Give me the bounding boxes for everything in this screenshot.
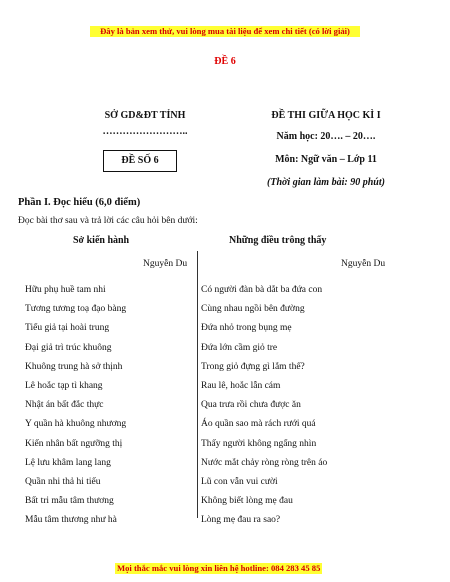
poem-left-line: Bất tri mẫu tâm thương <box>25 496 114 507</box>
poem-right-line: Đứa lớn cầm giỏ tre <box>201 342 278 353</box>
poem-left-line: Quần nhi thả hi tiếu <box>25 477 101 487</box>
column-divider <box>197 251 198 518</box>
subject: Môn: Ngữ văn – Lớp 11 <box>275 154 377 165</box>
poem-left-author: Nguyễn Du <box>143 259 188 269</box>
instruction: Đọc bài thơ sau và trả lời các câu hỏi bên dưới: <box>18 216 198 226</box>
poem-left-line: Lệ lưu khâm lang lang <box>25 457 111 468</box>
poem-right-line: Qua trưa rồi chưa được ăn <box>201 400 301 411</box>
poem-left-line: Nhật án bất đắc thực <box>25 400 104 411</box>
exam-number-box: ĐỀ SỐ 6 <box>103 150 177 172</box>
poem-right-author: Nguyễn Du <box>341 259 386 269</box>
hotline-notice: Mọi thắc mắc vui lòng xin liên hệ hotline: 084 283 45 85 <box>117 563 321 573</box>
poem-right-line: Trong giỏ đựng gì lắm thế? <box>201 361 305 372</box>
time-label: (Thời gian làm bài: 90 phút) <box>267 177 385 188</box>
poem-left-line: Kiến nhân bất ngưỡng thị <box>25 438 123 449</box>
poem-left-line: Khuông trung hà sở thịnh <box>25 361 123 372</box>
poem-right-line: Lòng mẹ đau ra sao? <box>201 515 281 526</box>
poem-left-line: Tiểu giả tại hoài trung <box>25 323 110 334</box>
poem-right-line: Có người đàn bà dắt ba đứa con <box>201 285 323 295</box>
school-year: Năm học: 20…. – 20…. <box>276 131 376 142</box>
poem-left-line: Tương tương toạ đạo bàng <box>25 304 127 315</box>
part-title: Phần I. Đọc hiểu (6,0 điểm) <box>18 197 141 208</box>
department-name: SỞ GD&ĐT TỈNH <box>104 110 186 121</box>
department-dots: …………………….. <box>102 126 188 137</box>
poem-left-line: Y quần hà khuông nhương <box>25 419 127 430</box>
preview-notice: Đây là bản xem thử, vui lòng mua tài liệu để xem chi tiết (có lời giải) <box>90 26 360 37</box>
poem-right-line: Lũ con vẫn vui cười <box>201 477 278 487</box>
exam-name: ĐỀ THI GIỮA HỌC KÌ I <box>271 110 381 121</box>
poem-right-line: Thấy người không ngẩng nhìn <box>201 438 317 449</box>
poem-right-line: Áo quần sao mà rách rưới quá <box>201 419 316 430</box>
poem-left-line: Mẫu tâm thương như hà <box>25 515 117 526</box>
poem-right-line: Đứa nhỏ trong bụng mẹ <box>201 323 292 334</box>
poem-right-line: Nước mắt chảy ròng ròng trên áo <box>201 457 328 468</box>
poem-right-line: Rau lê, hoắc lẫn cám <box>201 381 281 391</box>
poem-left-line: Lê hoắc tạp tì khang <box>25 381 103 391</box>
poem-right-title: Những điều trông thấy <box>229 235 327 246</box>
poem-right-line: Cùng nhau ngồi bên đường <box>201 304 305 315</box>
poem-left-title: Sở kiến hành <box>73 235 130 246</box>
poem-right-line: Không biết lòng mẹ đau <box>201 496 293 507</box>
poem-left-line: Đại giả trì trúc khuông <box>25 342 112 353</box>
poem-left-line: Hữu phụ huề tam nhi <box>25 285 106 295</box>
exam-code-title: ĐỀ 6 <box>214 56 236 67</box>
